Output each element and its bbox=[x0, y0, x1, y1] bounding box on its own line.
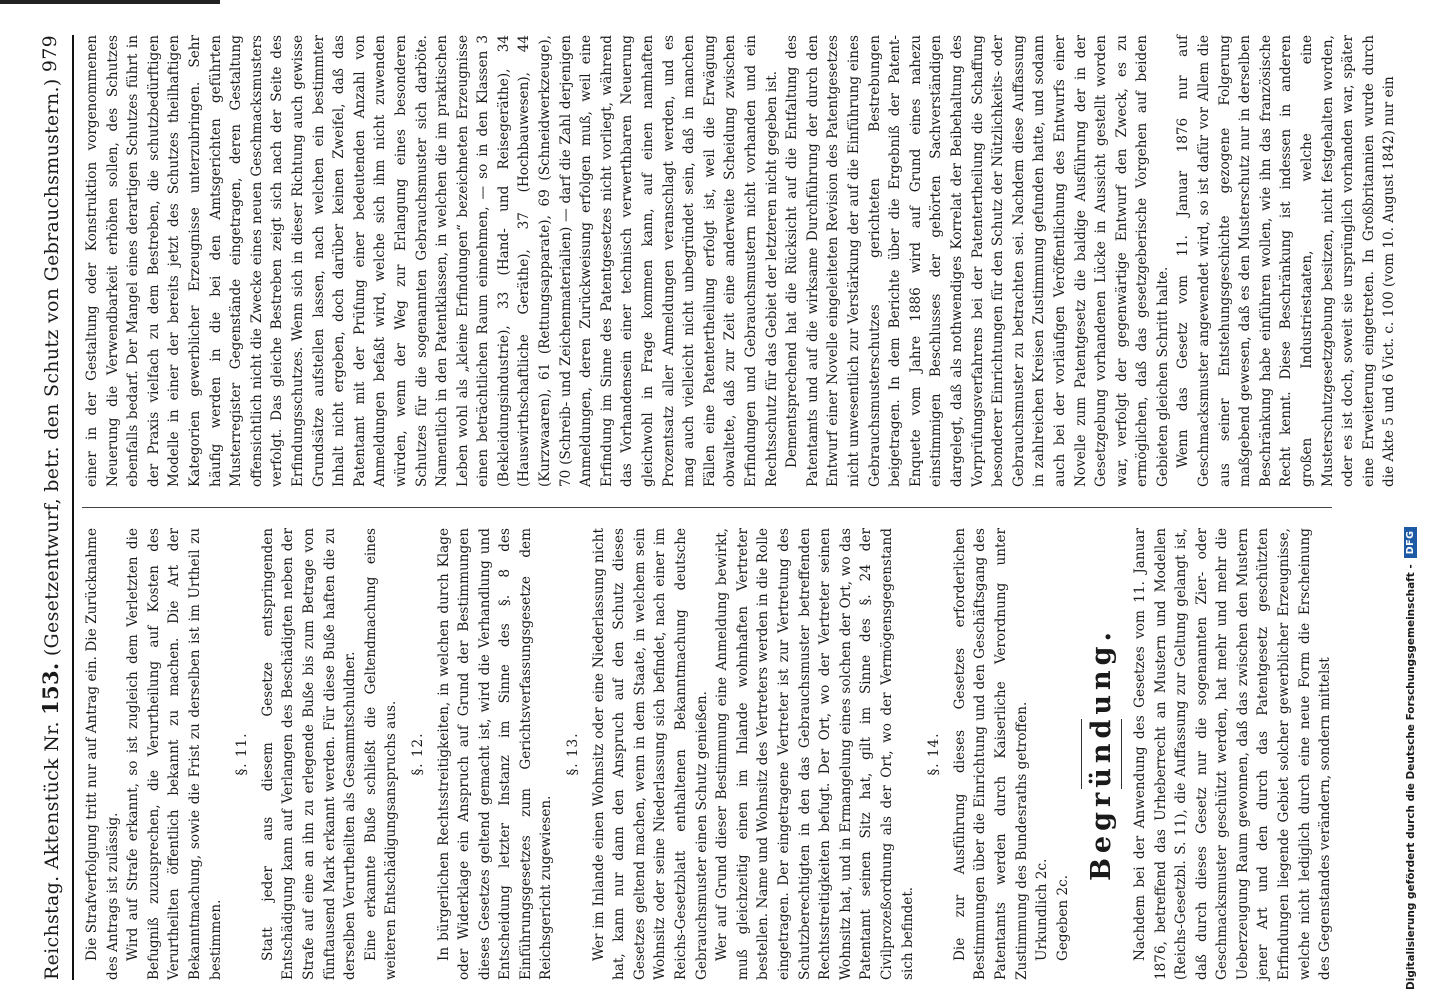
left-column bbox=[82, 528, 1342, 980]
signature-line: Urkundlich 2c. bbox=[1034, 858, 1051, 961]
rotated-document-page bbox=[30, 35, 1398, 980]
header-document-number: 153. bbox=[37, 662, 63, 715]
digitization-credit: Digitalisierung gefördert durch die Deutsche Forschungsgemeinschaft - bbox=[1404, 564, 1417, 990]
section-heading: §. 11. bbox=[234, 732, 251, 776]
paragraph: Nachdem bei der Anwendung des Gesetzes vom 11. Januar 1876, betreffend das Urheberrecht an Mustern und Modellen (Reichs-Gesetzbl. S. 11), die Auffassung zur Geltung gelangt ist, daß durch dieses Gesetz nur die sogenannten Zier- oder Geschmacksmuster geschützt werden, hat mehr und mehr die Ueberzeugung Raum gewonnen, daß das zwischen den Mustern jener Art und den durch das Patentgesetz geschützten Erfindungen liegende Gebiet solcher gewerblicher Erzeugnisse, welche nicht lediglich durch eine neue Form die Erscheinung des Gegenstandes verändern, sondern mittelst bbox=[1131, 528, 1334, 980]
separator-rule bbox=[1081, 719, 1082, 789]
section-title: Begründung. bbox=[1086, 627, 1118, 881]
paragraph: Die zur Ausführung dieses Gesetzes erforderlichen Bestimmungen über die Einrichtung und den Geschäftsgang des Patentamts werden durch Kaiserliche Verordnung unter Zustimmung des Bundesraths getroffen. bbox=[951, 528, 1030, 980]
section-heading: §. 14. bbox=[926, 732, 943, 776]
running-header bbox=[30, 35, 70, 980]
paragraph: Wer im Inlande einen Wohnsitz oder eine Niederlassung nicht hat, kann nur dann den Anspruch auf den Schutz dieses Gesetzes geltend machen, wenn in dem Staate, in welchem sein Wohnsitz oder seine Niederlassung sich befindet, nach einer im Reichs-Gesetzblatt enthaltenen Bekanntmachung deutsche Gebrauchsmuster einen Schutz genießen. bbox=[590, 528, 710, 980]
header-left bbox=[38, 78, 63, 980]
column-divider bbox=[82, 507, 1332, 508]
paragraph: Wenn das Gesetz vom 11. Januar 1876 nur auf Geschmacksmuster angewendet wird, so ist dafür vor Allem die aus seiner Entstehungsgeschichte gezogene Folgerung maßgebend gewesen, daß es den Musterschutz nur in derselben Beschränkung habe einführen wollen, wie ihn das französische Recht kennt. Diese Beschränkung ist indessen in anderen großen Industriestaaten, welche eine Musterschutzgesetzgebung besitzen, nicht festgehalten worden, oder es ist doch, soweit sie ursprünglich vorhanden war, später eine Erweiterung eingetreten. In Großbritannien wurde durch die Akte 5 und 6 Vict. c. 100 (vom 10. August 1842) nur ein bbox=[1175, 35, 1398, 487]
section-heading: §. 12. bbox=[409, 732, 426, 776]
page-number: 979 bbox=[39, 35, 61, 73]
digitization-note bbox=[1404, 527, 1417, 990]
section-heading: §. 13. bbox=[565, 732, 582, 776]
right-column bbox=[82, 35, 1398, 487]
separator-rule bbox=[1121, 719, 1122, 789]
paragraph: Wer auf Grund dieser Bestimmung eine Anmeldung bewirkt, muß gleichzeitig einen im Inlande wohnhaften Vertreter bestellen. Name und Wohnsitz des Vertreters werden in die Rolle eingetragen. Der eingetragene Vertreter ist zur Vertretung des Schutzberechtigten in den das Gebrauchsmuster betreffenden Rechtsstreitigkeiten befugt. Der Ort, wo der Vertreter seinen Wohnsitz hat, und in Ermangelung eines solchen der Ort, wo das Patentamt seinen Sitz hat, gilt im Sinne des §. 24 der Civilprozeßordnung als der Ort, wo der Vermögensgegenstand sich befindet. bbox=[714, 528, 916, 980]
header-rule bbox=[72, 35, 74, 980]
paragraph: Die Strafverfolgung tritt nur auf Antrag ein. Die Zurücknahme des Antrags ist zulässig. bbox=[84, 528, 121, 980]
paragraph: Dementsprechend hat die Rücksicht auf die Entfaltung des Patentamts und auf die wirksame Durchführung der durch den Entwurf einer Novelle eingeleiteten Revision des Patentgesetzes nicht unwesentlich zur Verstärkung der auf die Einführung eines Gebrauchsmusterschutzes gerichteten Bestrebungen beigetragen. In dem Berichte über die Ergebniß der Patent-Enquete vom Jahre 1886 wird auf Grund eines nahezu einstimmigen Beschlusses der gehörten Sachverständigen dargelegt, daß als nothwendiges Korrelat der Beibehaltung des Vorprüfungsverfahrens bei der Patentertheilung die Schaffung besonderer Einrichtungen für den Schutz der Nützlichkeits- oder Gebrauchsmuster zu betrachten sei. Nachdem diese Auffassung in zahlreichen Kreisen Zustimmung gefunden hatte, und sodann auch bei der vorläufigen Veröffentlichung des Entwurfs einer Novelle zum Patentgesetz die baldige Ausführung der in der Gesetzgebung vorhandenen Lücke in Aussicht gestellt worden war, verfolgt der gegenwärtige Entwurf den Zweck, es zu ermöglichen, daß das gesetzgeberische Vorgehen auf beiden Gebieten gleichen Schritt halte. bbox=[784, 35, 1171, 487]
paragraph: einer in der Gestaltung oder Konstruktion vorgenommenen Neuerung die Verwendbarkeit erhöhen sollen, des Schutzes ebenfalls bedarf. Der Mangel eines derartigen Schutzes führt in der Praxis vielfach zu dem Bestreben, die schutzbedürftigen Modelle in einer der bereits jetzt des Schutzes theilhaftigen Kategorien gewerblicher Erzeugnisse unterzubringen. Sehr häufig werden in die bei den Amtsgerichten geführten Musterregister Gegenstände eingetragen, deren Gestaltung offensichtlich nicht die Zwecke eines neuen Geschmacksmusters verfolgt. Das gleiche Bestreben zeigt sich nach der Seite des Erfindungsschutzes. Wenn sich in dieser Richtung auch gewisse Grundsätze aufstellen lassen, nach welchen ein bestimmter Inhalt nicht ergeben, doch darüber keinen Zweifel, daß das Patentamt mit der Prüfung einer bedeutenden Anzahl von Anmeldungen befaßt wird, welche sich ihm nicht zuwenden würden, wenn der Weg zur Erlangung eines besonderen Schutzes für die sogenannten Gebrauchsmuster sich darböte. Namentlich in den Patentklassen, in welchen die im praktischen Leben wohl als „kleine Erfindungen“ bezeichneten Erzeugnisse einen beträchtlichen Raum einnehmen, — so in den Klassen 3 (Bekleidungsindustrie), 33 (Hand- und Reisegeräthe), 34 (Hauswirthschaftliche Geräthe), 37 (Hochbauwesen), 44 (Kurzwaaren), 61 (Rettungsapparate), 69 (Schneidwerkzeuge), 70 (Schreib- und Zeichenmaterialien) — darf die Zahl derjenigen Anmeldungen, deren Zurückweisung erfolgen muß, weil eine Erfindung im Sinne des Patentgesetzes nicht vorliegt, während das Vorhandensein einer technisch verwerthbaren Neuerung gleichwohl in Frage kommen kann, auf einen namhaften Prozentsatz aller Anmeldungen veranschlagt werden, und es mag auch vielleicht nicht unbegründet sein, daß in manchen Fällen eine Patentertheilung erfolgt ist, weil die Erwägung obwaltete, daß zur Zeit eine anderweite Scheidung zwischen Erfindungen und Gebrauchsmustern nicht vorhanden und ein Rechtsschutz für das Gebiet der letzteren nicht gegeben ist. bbox=[84, 35, 780, 487]
signature-line: Gegeben 2c. bbox=[1054, 874, 1071, 961]
header-subject: (Gesetzentwurf, betr. den Schutz von Gebrauchsmustern.) bbox=[40, 78, 63, 657]
paragraph: Wird auf Strafe erkannt, so ist zugleich dem Verletzten die Befugniß zuzusprechen, die Verurtheilung auf Kosten des Verurtheilten öffentlich bekannt zu machen. Die Art der Bekanntmachung, sowie die Frist zu derselben ist im Urtheil zu bestimmen. bbox=[125, 528, 224, 980]
scan-edge-line bbox=[0, 0, 220, 4]
header-title: Reichstag. Aktenstück Nr. bbox=[40, 721, 63, 980]
dfg-logo: DFG bbox=[1404, 527, 1417, 559]
paragraph: Eine erkannte Buße schließt die Geltendmachung eines weiteren Entschädigungsanspruchs aus. bbox=[362, 528, 400, 980]
paragraph: Statt jeder aus diesem Gesetze entspringenden Entschädigung kann auf Verlangen des Beschädigten neben der Strafe auf eine an ihn zu erlegende Buße bis zum Betrage von fünftausend Mark erkannt werden. Für diese Buße haften die zu derselben Verurtheilten als Gesammtschuldner. bbox=[259, 528, 359, 980]
paragraph: In bürgerlichen Rechtsstreitigkeiten, in welchen durch Klage oder Widerklage ein Anspruch auf Grund der Bestimmungen dieses Gesetzes geltend gemacht ist, wird die Verhandlung und Entscheidung letzter Instanz im Sinne des §. 8 des Einführungsgesetzes zum Gerichtsverfassungsgesetze dem Reichsgericht zugewiesen. bbox=[435, 528, 555, 980]
